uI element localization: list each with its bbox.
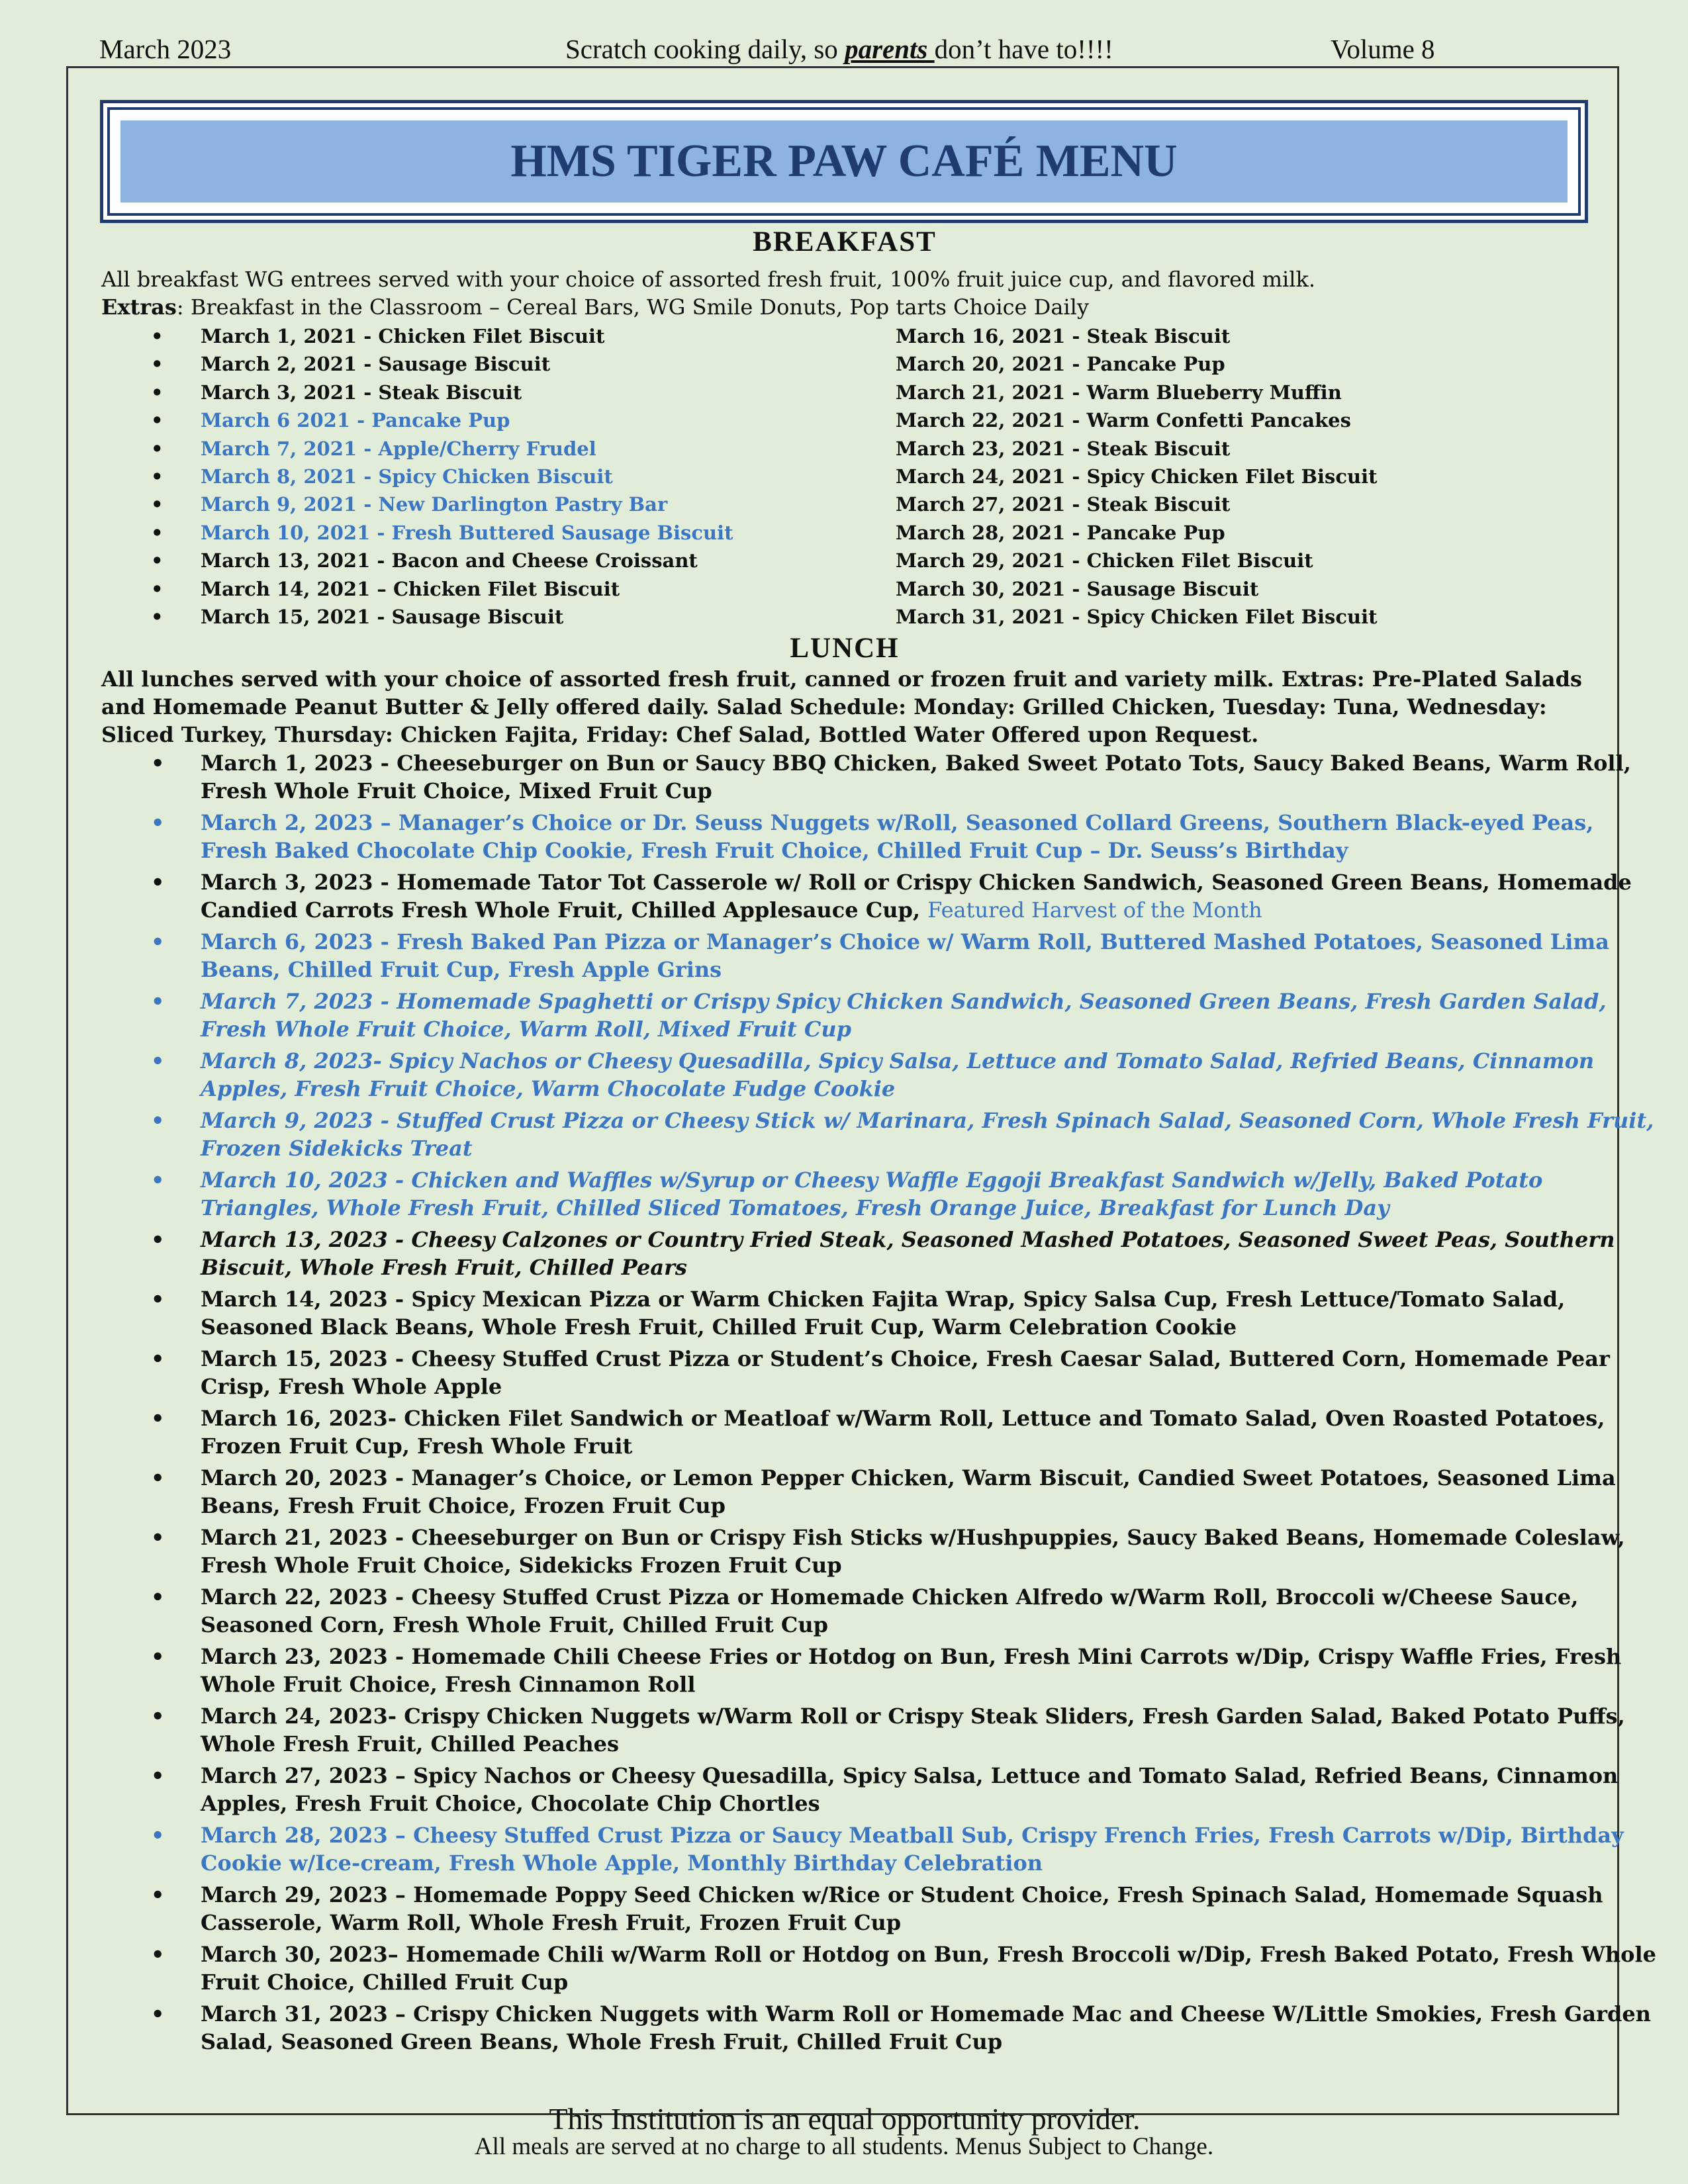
lunch-item-text: March 13, 2023 - Cheesy Calzones or Country Fried Steak, Seasoned Mashed Potatoes, Seasoned Sweet Peas, Southern Biscuit, Whole Fresh Fruit, Chilled Pears (201, 1227, 1615, 1280)
lunch-item (201, 1047, 1657, 1103)
lunch-intro: All lunches served with your choice of assorted fresh fruit, canned or frozen fruit and variety milk. Extras: Pre-Plated Salads and Homemade Peanut Butter & Jelly offered daily. Salad Schedule: Monday: Grilled Chicken, Tuesday: Tuna, Wednesday: Sliced Turkey, Thursday: Chicken Fajita, Friday: Chef Salad, Bottled Water Offered upon Request. (101, 666, 1582, 747)
header-slogan (565, 33, 1113, 65)
menu-frame (66, 66, 1657, 2136)
extras-text: : Breakfast in the Classroom – Cereal Bars, WG Smile Donuts, Pop tarts Choice Daily (176, 295, 1089, 320)
breakfast-item: March 28, 2021 - Pancake Pup (896, 521, 1225, 544)
lunch-item (201, 1404, 1657, 1460)
lunch-item (201, 1524, 1657, 1579)
lunch-item (201, 749, 1657, 805)
lunch-item (201, 1166, 1657, 1222)
lunch-heading: LUNCH (790, 633, 900, 664)
breakfast-item: March 27, 2021 - Steak Biscuit (896, 493, 1231, 516)
header-date: March 2023 (99, 34, 232, 64)
lunch-item (201, 1940, 1657, 1996)
lunch-item-text: March 2, 2023 – Manager’s Choice or Dr. Seuss Nuggets w/Roll, Seasoned Collard Greens, Southern Black-eyed Peas, Fresh Baked Chocolate Chip Cookie, Fresh Fruit Choice, Chilled Fruit Cup – Dr. Seuss’s Birthday (201, 810, 1594, 863)
lunch-item (201, 928, 1657, 983)
extras-label: Extras (101, 295, 177, 320)
lunch-item-text: March 22, 2023 - Cheesy Stuffed Crust Pizza or Homemade Chicken Alfredo w/Warm Roll, Broccoli w/Cheese Sauce, Seasoned Corn, Fresh Whole Fruit, Chilled Fruit Cup (201, 1584, 1579, 1637)
breakfast-item: March 31, 2021 - Spicy Chicken Filet Biscuit (896, 606, 1378, 629)
lunch-item (201, 1464, 1657, 1520)
lunch-item (201, 987, 1657, 1043)
lunch-item-text: March 29, 2023 – Homemade Poppy Seed Chicken w/Rice or Student Choice, Fresh Spinach Salad, Homemade Squash Casserole, Warm Roll, Whole Fresh Fruit, Frozen Fruit Cup (201, 1882, 1603, 1935)
breakfast-heading: BREAKFAST (753, 226, 937, 257)
lunch-item-text: March 8, 2023- Spicy Nachos or Cheesy Quesadilla, Spicy Salsa, Lettuce and Tomato Salad, Refried Beans, Cinnamon Apples, Fresh Fruit Choice, Warm Chocolate Fudge Cookie (201, 1048, 1595, 1101)
lunch-item (201, 1702, 1657, 1758)
breakfast-extras (101, 293, 1591, 321)
slogan-post: don’t have to!!!! (934, 34, 1113, 64)
lunch-item-text: March 16, 2023- Chicken Filet Sandwich or Meatloaf w/Warm Roll, Lettuce and Tomato Salad, Oven Roasted Potatoes, Frozen Fruit Cup, Fresh Whole Fruit (201, 1406, 1605, 1459)
lunch-item (201, 1345, 1657, 1400)
lunch-list (201, 749, 1657, 2060)
lunch-item (201, 1643, 1657, 1698)
breakfast-item: March 20, 2021 - Pancake Pup (896, 353, 1225, 376)
header-volume: Volume 8 (1331, 34, 1435, 64)
lunch-item (201, 1762, 1657, 1817)
page-header (99, 33, 1450, 66)
menu-title: HMS TIGER PAW CAFÉ MENU (120, 120, 1568, 203)
lunch-item (201, 1226, 1657, 1281)
breakfast-item: March 23, 2021 - Steak Biscuit (896, 437, 1231, 460)
lunch-item (201, 2000, 1657, 2056)
footer-note: All meals are served at no charge to all students. Menus Subject to Change. (474, 2133, 1214, 2160)
breakfast-item: • March 9, 2021 - New Darlington Pastry Bar (201, 490, 733, 518)
lunch-item-text: March 21, 2023 - Cheeseburger on Bun or Crispy Fish Sticks w/Hushpuppies, Saucy Baked Beans, Homemade Coleslaw, Fresh Whole Fruit Choice, Sidekicks Frozen Fruit Cup (201, 1525, 1625, 1578)
lunch-item (201, 1821, 1657, 1877)
breakfast-item: • March 3, 2021 - Steak Biscuit (201, 379, 733, 406)
breakfast-item: March 29, 2021 - Chicken Filet Biscuit (896, 549, 1313, 572)
equal-opportunity-statement: This Institution is an equal opportunity provider. (549, 2102, 1141, 2136)
lunch-item-text: March 1, 2023 - Cheeseburger on Bun or Saucy BBQ Chicken, Baked Sweet Potato Tots, Saucy Baked Beans, Warm Roll, Fresh Whole Fruit Choice, Mixed Fruit Cup (201, 751, 1631, 803)
lunch-item-text: March 10, 2023 - Chicken and Waffles w/Syrup or Cheesy Waffle Eggoji Breakfast Sandwich w/Jelly, Baked Potato Triangles, Whole Fresh Fruit, Chilled Sliced Tomatoes, Fresh Orange Juice, Breakfast for Lunch Day (201, 1167, 1543, 1220)
breakfast-item: • March 10, 2021 - Fresh Buttered Sausage Biscuit (201, 519, 733, 547)
lunch-item-text: March 14, 2023 - Spicy Mexican Pizza or Warm Chicken Fajita Wrap, Spicy Salsa Cup, Fresh Lettuce/Tomato Salad, Seasoned Black Beans, Whole Fresh Fruit, Chilled Fruit Cup, Warm Celebration Cookie (201, 1287, 1566, 1340)
breakfast-item: • March 14, 2021 – Chicken Filet Biscuit (201, 575, 733, 603)
breakfast-item: • March 8, 2021 - Spicy Chicken Biscuit (201, 463, 733, 490)
lunch-item (201, 1107, 1657, 1162)
breakfast-item: March 22, 2021 - Warm Confetti Pancakes (896, 409, 1351, 432)
title-box (100, 100, 1588, 223)
lunch-item-text: March 24, 2023- Crispy Chicken Nuggets w/Warm Roll or Crispy Steak Sliders, Fresh Garden Salad, Baked Potato Puffs, Whole Fresh Fruit, Chilled Peaches (201, 1704, 1625, 1756)
lunch-item-text: March 28, 2023 – Cheesy Stuffed Crust Pizza or Saucy Meatball Sub, Crispy French Fries, Fresh Carrots w/Dip, Birthday Cookie w/Ice-cream, Fresh Whole Apple, Monthly Birthday Celebration (201, 1823, 1624, 1876)
slogan-emphasis: parents (845, 34, 935, 64)
breakfast-list-col1 (201, 322, 733, 631)
breakfast-item: March 24, 2021 - Spicy Chicken Filet Biscuit (896, 465, 1378, 488)
breakfast-item: March 21, 2021 - Warm Blueberry Muffin (896, 381, 1342, 404)
lunch-item (201, 1881, 1657, 1936)
lunch-item-text: March 15, 2023 - Cheesy Stuffed Crust Pizza or Student’s Choice, Fresh Caesar Salad, Buttered Corn, Homemade Pear Crisp, Fresh Whole Apple (201, 1346, 1610, 1399)
breakfast-intro: All breakfast WG entrees served with your choice of assorted fresh fruit, 100% fruit juice cup, and flavored milk. (101, 267, 1316, 292)
lunch-item-text: March 3, 2023 - Homemade Tator Tot Casserole w/ Roll or Crispy Chicken Sandwich, Seasoned Green Beans, Homemade Candied Carrots Fresh Whole Fruit, Chilled Applesauce Cup, (201, 870, 1632, 923)
breakfast-item: • March 15, 2021 - Sausage Biscuit (201, 603, 733, 631)
lunch-item-text: March 31, 2023 – Crispy Chicken Nuggets with Warm Roll or Homemade Mac and Cheese W/Little Smokies, Fresh Garden Salad, Seasoned Green Beans, Whole Fresh Fruit, Chilled Fruit Cup (201, 2001, 1651, 2054)
breakfast-item: • March 2, 2021 - Sausage Biscuit (201, 350, 733, 378)
lunch-item (201, 809, 1657, 864)
lunch-item (201, 1583, 1657, 1639)
lunch-item-text: March 6, 2023 - Fresh Baked Pan Pizza or Manager’s Choice w/ Warm Roll, Buttered Mashed Potatoes, Seasoned Lima Beans, Chilled Fruit Cup, Fresh Apple Grins (201, 929, 1609, 982)
lunch-item (201, 1285, 1657, 1341)
lunch-item-text: March 27, 2023 – Spicy Nachos or Cheesy Quesadilla, Spicy Salsa, Lettuce and Tomato Salad, Refried Beans, Cinnamon Apples, Fresh Fruit Choice, Chocolate Chip Chortles (201, 1763, 1618, 1816)
lunch-item-text: March 30, 2023– Homemade Chili w/Warm Roll or Hotdog on Bun, Fresh Broccoli w/Dip, Fresh Baked Potato, Fresh Whole Fruit Choice, Chilled Fruit Cup (201, 1942, 1657, 1995)
title-box-inner (107, 107, 1581, 216)
lunch-item (201, 868, 1657, 924)
breakfast-list-col2 (896, 322, 1377, 631)
slogan-pre: Scratch cooking daily, so (565, 34, 845, 64)
breakfast-item: March 16, 2021 - Steak Biscuit (896, 325, 1231, 347)
breakfast-item: • March 6 2021 - Pancake Pup (201, 406, 733, 434)
breakfast-item: March 30, 2021 - Sausage Biscuit (896, 577, 1259, 600)
lunch-item-text: March 23, 2023 - Homemade Chili Cheese Fries or Hotdog on Bun, Fresh Mini Carrots w/Dip, Crispy Waffle Fries, Fresh Whole Fruit Choice, Fresh Cinnamon Roll (201, 1644, 1622, 1697)
breakfast-item: • March 1, 2021 - Chicken Filet Biscuit (201, 322, 733, 350)
lunch-item-highlight: Featured Harvest of the Month (927, 897, 1262, 923)
lunch-item-text: March 7, 2023 - Homemade Spaghetti or Crispy Spicy Chicken Sandwich, Seasoned Green Beans, Fresh Garden Salad, Fresh Whole Fruit Choice, Warm Roll, Mixed Fruit Cup (201, 989, 1607, 1042)
breakfast-item: • March 13, 2021 - Bacon and Cheese Croissant (201, 547, 733, 574)
breakfast-item: • March 7, 2021 - Apple/Cherry Frudel (201, 435, 733, 463)
lunch-item-text: March 9, 2023 - Stuffed Crust Pizza or Cheesy Stick w/ Marinara, Fresh Spinach Salad, Seasoned Corn, Whole Fresh Fruit, Frozen Sidekicks Treat (201, 1108, 1654, 1161)
lunch-item-text: March 20, 2023 - Manager’s Choice, or Lemon Pepper Chicken, Warm Biscuit, Candied Sweet Potatoes, Seasoned Lima Beans, Fresh Fruit Choice, Frozen Fruit Cup (201, 1465, 1616, 1518)
